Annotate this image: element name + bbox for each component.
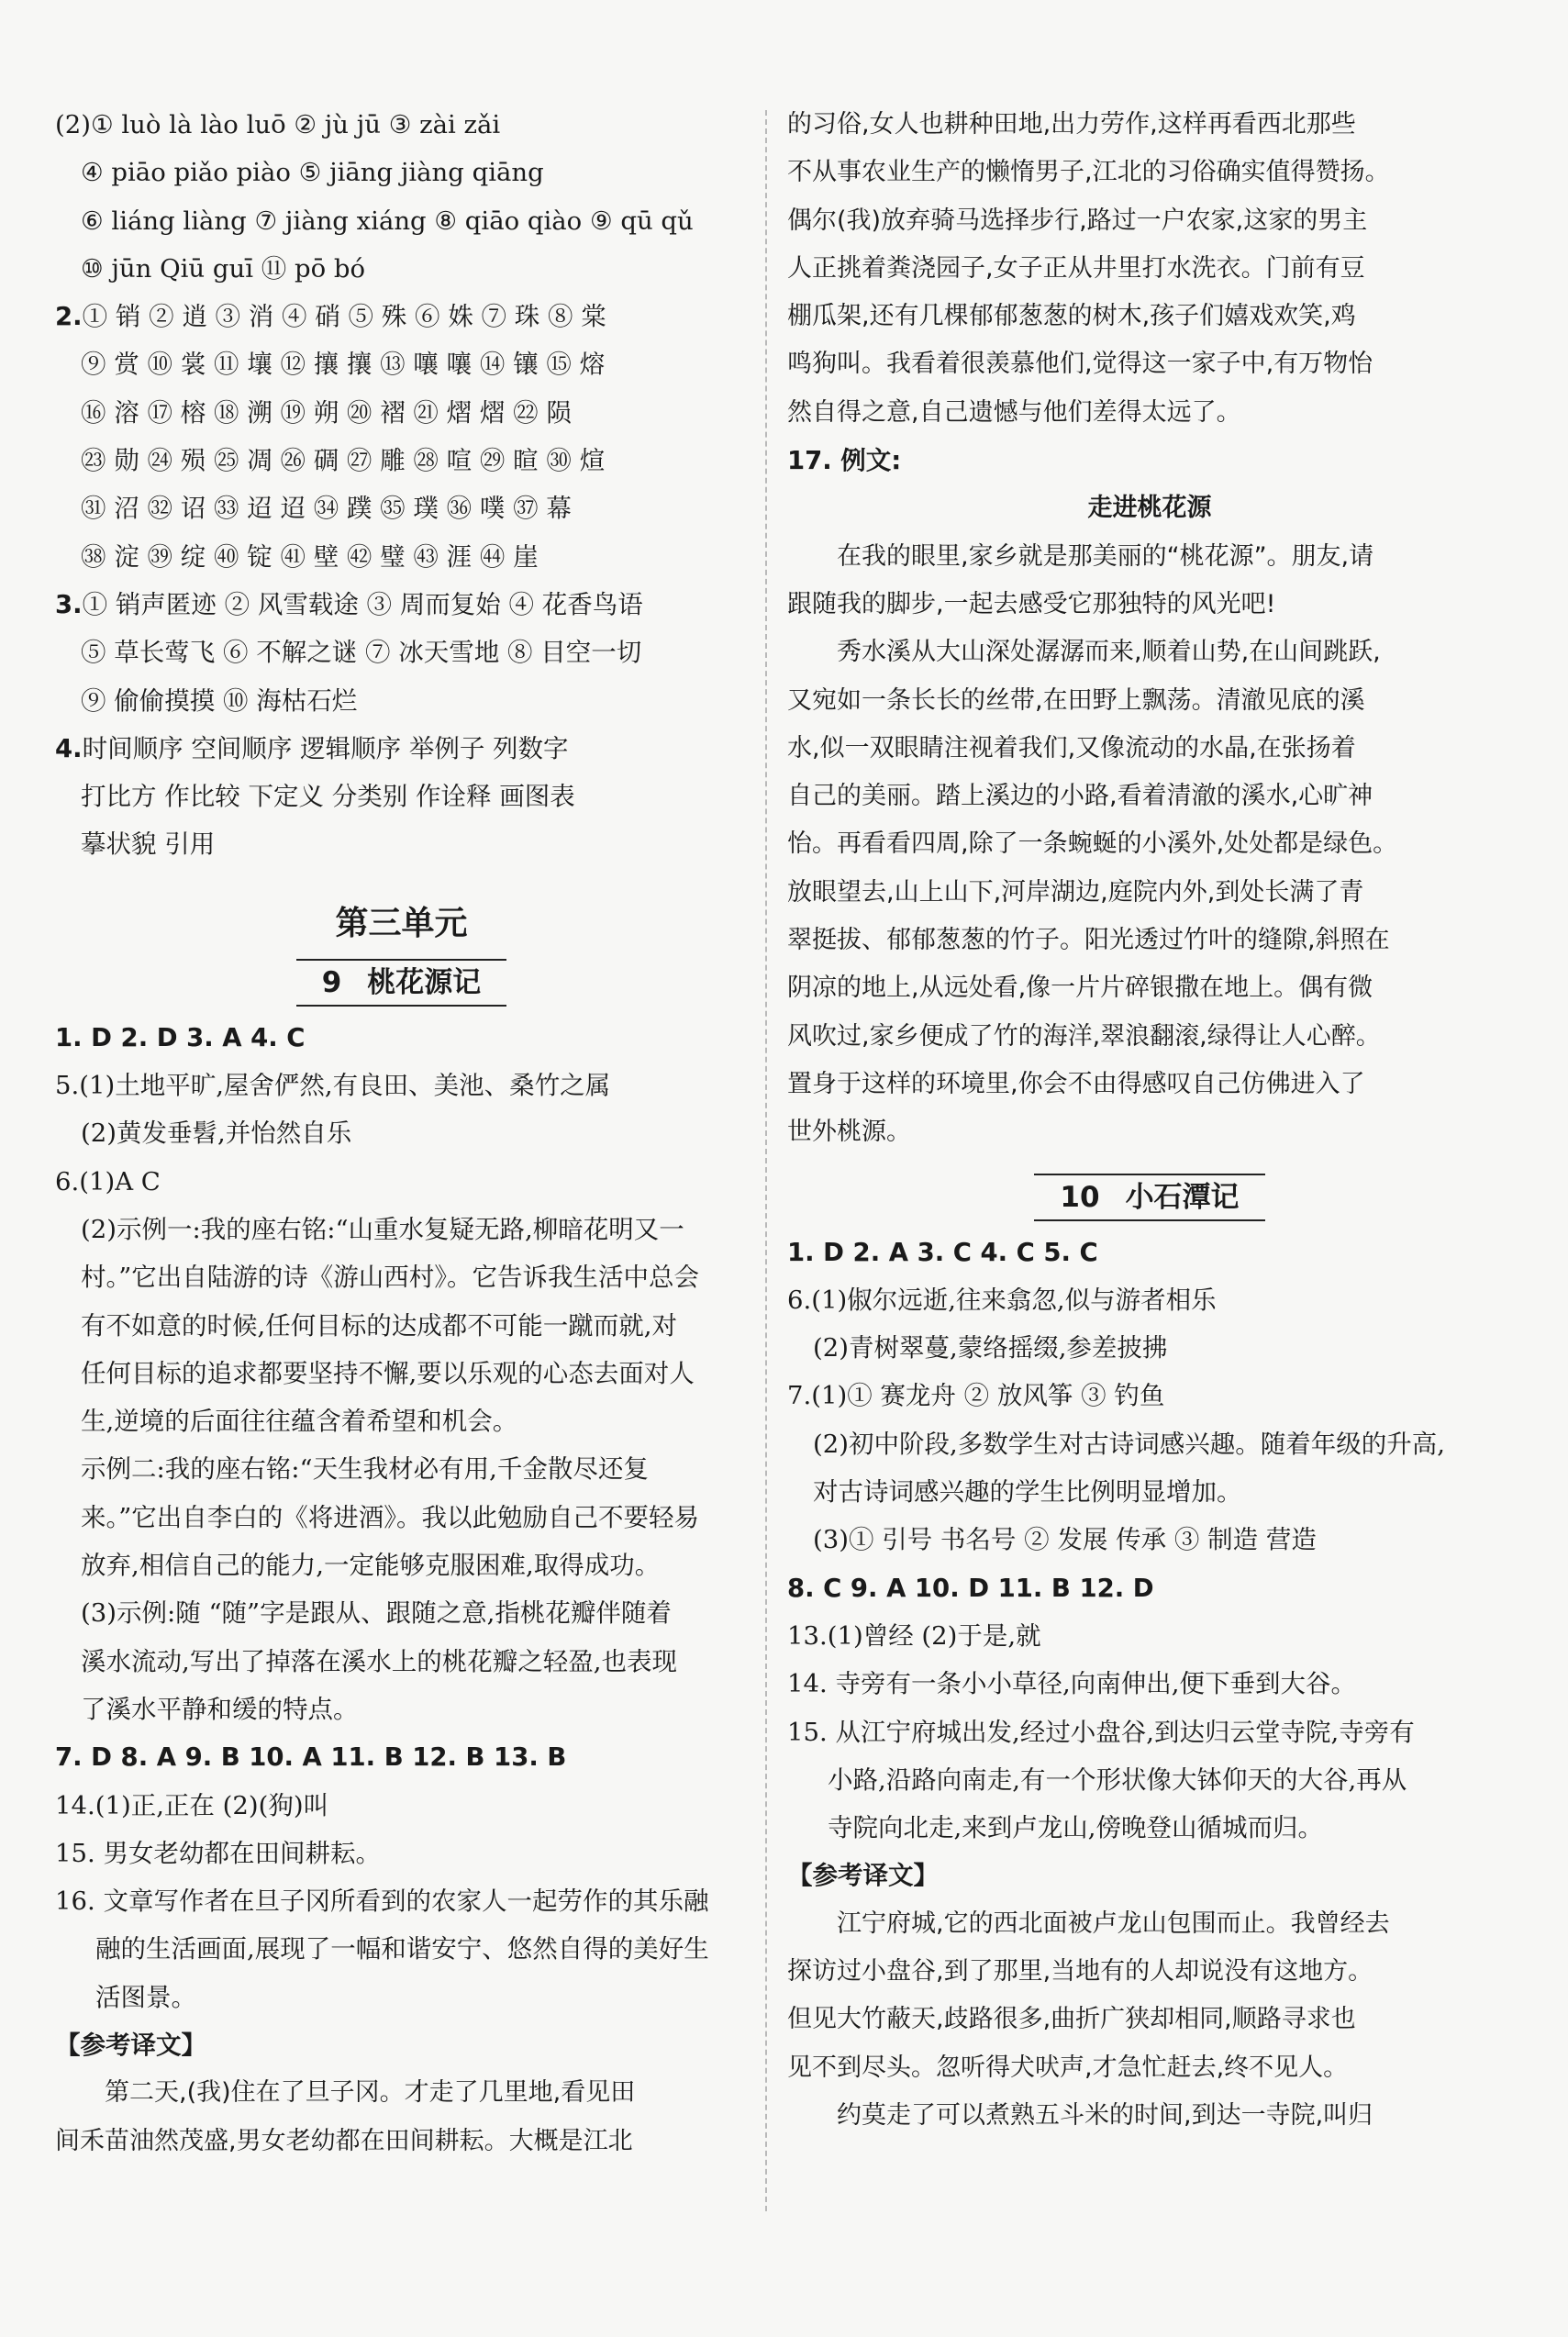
answer-line: 来。”它出自李白的《将进酒》。我以此勉励自己不要轻易 <box>81 1502 700 1532</box>
essay-line: 怡。再看看四周,除了一条蜿蜒的小溪外,处处都是绿色。 <box>787 829 1398 859</box>
essay-line: 在我的眼里,家乡就是那美丽的“桃花源”。朋友,请 <box>837 541 1374 571</box>
answer-line: 1. D 2. D 3. A 4. C <box>55 1022 306 1052</box>
answer-line: 15. 男女老幼都在田间耕耘。 <box>55 1838 381 1868</box>
answer-line: 14. 寺旁有一条小小草径,向南伸出,便下垂到大谷。 <box>787 1669 1356 1699</box>
answer-line: 7. D 8. A 9. B 10. A 11. B 12. B 13. B <box>55 1742 567 1773</box>
section-title: 桃花源记 <box>367 965 482 999</box>
section-title: 小石潭记 <box>1125 1180 1240 1214</box>
answer-line: ⑤ 草长莺飞 ⑥ 不解之谜 ⑦ 冰天雪地 ⑧ 目空一切 <box>81 638 642 668</box>
answer-line: 时间顺序 空间顺序 逻辑顺序 举例子 列数字 <box>82 733 569 763</box>
answer-line: 6.(1)俶尔远逝,往来翕忽,似与游者相乐 <box>787 1285 1217 1315</box>
pinyin-block <box>55 101 748 293</box>
section-number: 10 <box>1060 1180 1100 1214</box>
answer-line: 寺院向北走,来到卢龙山,傍晚登山循城而归。 <box>828 1813 1323 1843</box>
answer-line: 放弃,相信自己的能力,一定能够克服困难,取得成功。 <box>81 1551 661 1581</box>
translation-line: 约莫走了可以煮熟五斗米的时间,到达一寺院,叫归 <box>837 2100 1373 2130</box>
answer-line: 对古诗词感兴趣的学生比例明显增加。 <box>813 1477 1242 1508</box>
answer-line: 15. 从江宁府城出发,经过小盘谷,到达归云堂寺院,寺旁有 <box>787 1717 1415 1747</box>
essay-line: 水,似一双眼睛注视着我们,又像流动的水晶,在张扬着 <box>787 733 1356 762</box>
essay-line: 自己的美丽。踏上溪边的小路,看着清澈的溪水,心旷神 <box>787 782 1373 811</box>
translation-line: 偶尔(我)放弃骑马选择步行,路过一户农家,这家的男主 <box>787 206 1368 235</box>
answer-line: 14.(1)正,正在 (2)(狗)叫 <box>55 1790 329 1820</box>
essay-line: 风吹过,家乡便成了竹的海洋,翠浪翻滚,绿得让人心醉。 <box>787 1021 1381 1051</box>
essay-line: 阴凉的地上,从远处看,像一片片碎银撒在地上。偶有微 <box>787 974 1373 1003</box>
answer-line: 16. 文章写作者在旦子冈所看到的农家人一起劳作的其乐融 <box>55 1886 709 1917</box>
reference-translation-label: 【参考译文】 <box>787 1861 939 1891</box>
translation-line: 鸣狗叫。我看着很羡慕他们,觉得这一家子中,有万物怡 <box>787 350 1373 379</box>
sample-essay <box>787 533 1512 1157</box>
answer-line: (2)示例一:我的座右铭:“山重水复疑无路,柳暗花明又一 <box>81 1214 684 1244</box>
question-3 <box>55 581 748 725</box>
answer-line: 了溪水平静和缓的特点。 <box>81 1694 359 1724</box>
translation-line: 江宁府城,它的西北面被卢龙山包围而止。我曾经去 <box>837 1909 1390 1938</box>
question-number: 2. <box>55 302 83 332</box>
answer-line: 打比方 作比较 下定义 分类别 作诠释 画图表 <box>81 782 575 812</box>
left-column <box>55 101 748 2165</box>
answer-line: 5.(1)土地平旷,屋舍俨然,有良田、美池、桑竹之属 <box>55 1071 611 1101</box>
section-9-answers <box>55 1014 748 2021</box>
answer-line: ㉓ 勋 ㉔ 殒 ㉕ 凋 ㉖ 碉 ㉗ 雕 ㉘ 喧 ㉙ 暄 ㉚ 煊 <box>81 446 606 476</box>
unit-title: 第三单元 <box>335 904 468 942</box>
pinyin-line: (2)① luò là lào luō ② jù jū ③ zài zǎi <box>55 110 501 139</box>
essay-line: 置身于这样的环境里,你会不由得感叹自己仿佛进入了 <box>787 1069 1365 1098</box>
section-number: 9 <box>321 965 342 999</box>
answer-line: ⑯ 溶 ⑰ 榕 ⑱ 溯 ⑲ 朔 ⑳ 褶 ㉑ 熠 熠 ㉒ 陨 <box>81 397 572 428</box>
answer-line: 7.(1)① 赛龙舟 ② 放风筝 ③ 钓鱼 <box>787 1381 1165 1411</box>
essay-line: 跟随我的脚步,一起去感受它那独特的风光吧! <box>787 589 1276 618</box>
section-heading-9 <box>55 959 748 1007</box>
translation-continued <box>787 101 1512 437</box>
translation-line: 见不到尽头。忽听得犬吠声,才急忙赶去,终不见人。 <box>787 2053 1349 2082</box>
answer-line: 活图景。 <box>95 1982 196 2012</box>
translation-line: 人正挑着粪浇园子,女子正从井里打水洗衣。门前有豆 <box>787 253 1365 283</box>
answer-line: ① 销声匿迹 ② 风雪载途 ③ 周而复始 ④ 花香鸟语 <box>82 589 643 619</box>
answer-line: (3)① 引号 书名号 ② 发展 传承 ③ 制造 营造 <box>813 1525 1317 1555</box>
translation-line: 探访过小盘谷,到了那里,当地有的人却说没有这地方。 <box>787 1956 1373 1986</box>
translation-line: 然自得之意,自己遗憾与他们差得太远了。 <box>787 397 1241 427</box>
question-4 <box>55 725 748 869</box>
answer-line: 13.(1)曾经 (2)于是,就 <box>787 1620 1041 1651</box>
essay-line: 又宛如一条长长的丝带,在田野上飘荡。清澈见底的溪 <box>787 685 1365 715</box>
answer-line: 融的生活画面,展现了一幅和谐安宁、悠然自得的美好生 <box>95 1934 709 1964</box>
question-number: 3. <box>55 589 83 619</box>
answer-line: 小路,沿路向南走,有一个形状像大钵仰天的大谷,再从 <box>828 1764 1407 1795</box>
question-number: 4. <box>55 733 83 763</box>
essay-line: 翠挺拔、郁郁葱葱的竹子。阳光透过竹叶的缝隙,斜照在 <box>787 926 1390 955</box>
essay-line: 放眼望去,山上山下,河岸湖边,庭院内外,到处长满了青 <box>787 877 1364 907</box>
translation-line: 间禾苗油然茂盛,男女老幼都在田间耕耘。大概是江北 <box>55 2126 633 2155</box>
answer-line: ① 销 ② 逍 ③ 消 ④ 硝 ⑤ 殊 ⑥ 姝 ⑦ 珠 ⑧ 棠 <box>82 302 606 332</box>
answer-line: 示例二:我的座右铭:“天生我材必有用,千金散尽还复 <box>81 1454 649 1485</box>
answer-line: (2)初中阶段,多数学生对古诗词感兴趣。随着年级的升高, <box>813 1429 1445 1459</box>
answer-line: ⑨ 偷偷摸摸 ⑩ 海枯石烂 <box>81 685 358 716</box>
answer-line: 任何目标的追求都要坚持不懈,要以乐观的心态去面对人 <box>81 1358 695 1388</box>
pinyin-line: ⑥ liáng liàng ⑦ jiàng xiáng ⑧ qiāo qiào ⑨ qū qǔ <box>81 206 694 236</box>
essay-title: 走进桃花源 <box>1087 494 1212 523</box>
right-column <box>787 101 1512 2140</box>
translation-line: 棚瓜架,还有几棵郁郁葱葱的树木,孩子们嬉戏欢笑,鸡 <box>787 302 1356 331</box>
answer-line: 摹状貌 引用 <box>81 829 216 860</box>
section-heading-10 <box>787 1174 1512 1221</box>
pinyin-line: ⑩ jūn Qiū guī ⑪ pō bó <box>81 253 366 284</box>
section-10-answers <box>787 1229 1512 1853</box>
translation-line: 的习俗,女人也耕种田地,出力劳作,这样再看西北那些 <box>787 110 1356 139</box>
translation-line: 不从事农业生产的懒惰男子,江北的习俗确实值得赞扬。 <box>787 158 1390 187</box>
column-divider <box>765 110 767 2211</box>
answer-line: (2)黄发垂髫,并怡然自乐 <box>81 1118 352 1149</box>
answer-line: 有不如意的时候,任何目标的达成都不可能一蹴而就,对 <box>81 1310 677 1341</box>
answer-line: 6.(1)A C <box>55 1166 161 1196</box>
answer-line: 溪水流动,写出了掉落在溪水上的桃花瓣之轻盈,也表现 <box>81 1646 677 1676</box>
answer-line: 8. C 9. A 10. D 11. B 12. D <box>787 1573 1154 1603</box>
answer-line: ⑨ 赏 ⑩ 裳 ⑪ 壤 ⑫ 攘 攘 ⑬ 嚷 嚷 ⑭ 镶 ⑮ 熔 <box>81 350 606 380</box>
translation-line: 第二天,(我)住在了旦子冈。才走了几里地,看见田 <box>105 2078 636 2108</box>
answer-line: ㉛ 沼 ㉜ 诏 ㉝ 迢 迢 ㉞ 蹼 ㉟ 璞 ㊱ 噗 ㊲ 幕 <box>81 494 572 524</box>
answer-line: ㊳ 淀 ㊴ 绽 ㊵ 锭 ㊶ 壁 ㊷ 璧 ㊸ 涯 ㊹ 崖 <box>81 541 539 572</box>
answer-line: (3)示例:随 “随”字是跟从、跟随之意,指桃花瓣伴随着 <box>81 1598 672 1629</box>
question-2 <box>55 293 748 581</box>
answer-line: (2)青树翠蔓,蒙络摇缀,参差披拂 <box>813 1333 1168 1363</box>
answer-line: 1. D 2. A 3. C 4. C 5. C <box>787 1237 1098 1267</box>
essay-line: 世外桃源。 <box>787 1118 911 1147</box>
reference-translation-label: 【参考译文】 <box>55 2030 206 2060</box>
translation-line: 但见大竹蔽天,歧路很多,曲折广狭却相同,顺路寻求也 <box>787 2005 1356 2034</box>
pinyin-line: ④ piāo piǎo piào ⑤ jiāng jiàng qiāng <box>81 158 544 188</box>
answer-line: 村。”它出自陆游的诗《游山西村》。它告诉我生活中总会 <box>81 1263 700 1293</box>
answer-line: 生,逆境的后面往往蕴含着希望和机会。 <box>81 1407 518 1437</box>
essay-line: 秀水溪从大山深处潺潺而来,顺着山势,在山间跳跃, <box>837 638 1381 667</box>
question-17-label: 17. 例文: <box>787 446 902 476</box>
